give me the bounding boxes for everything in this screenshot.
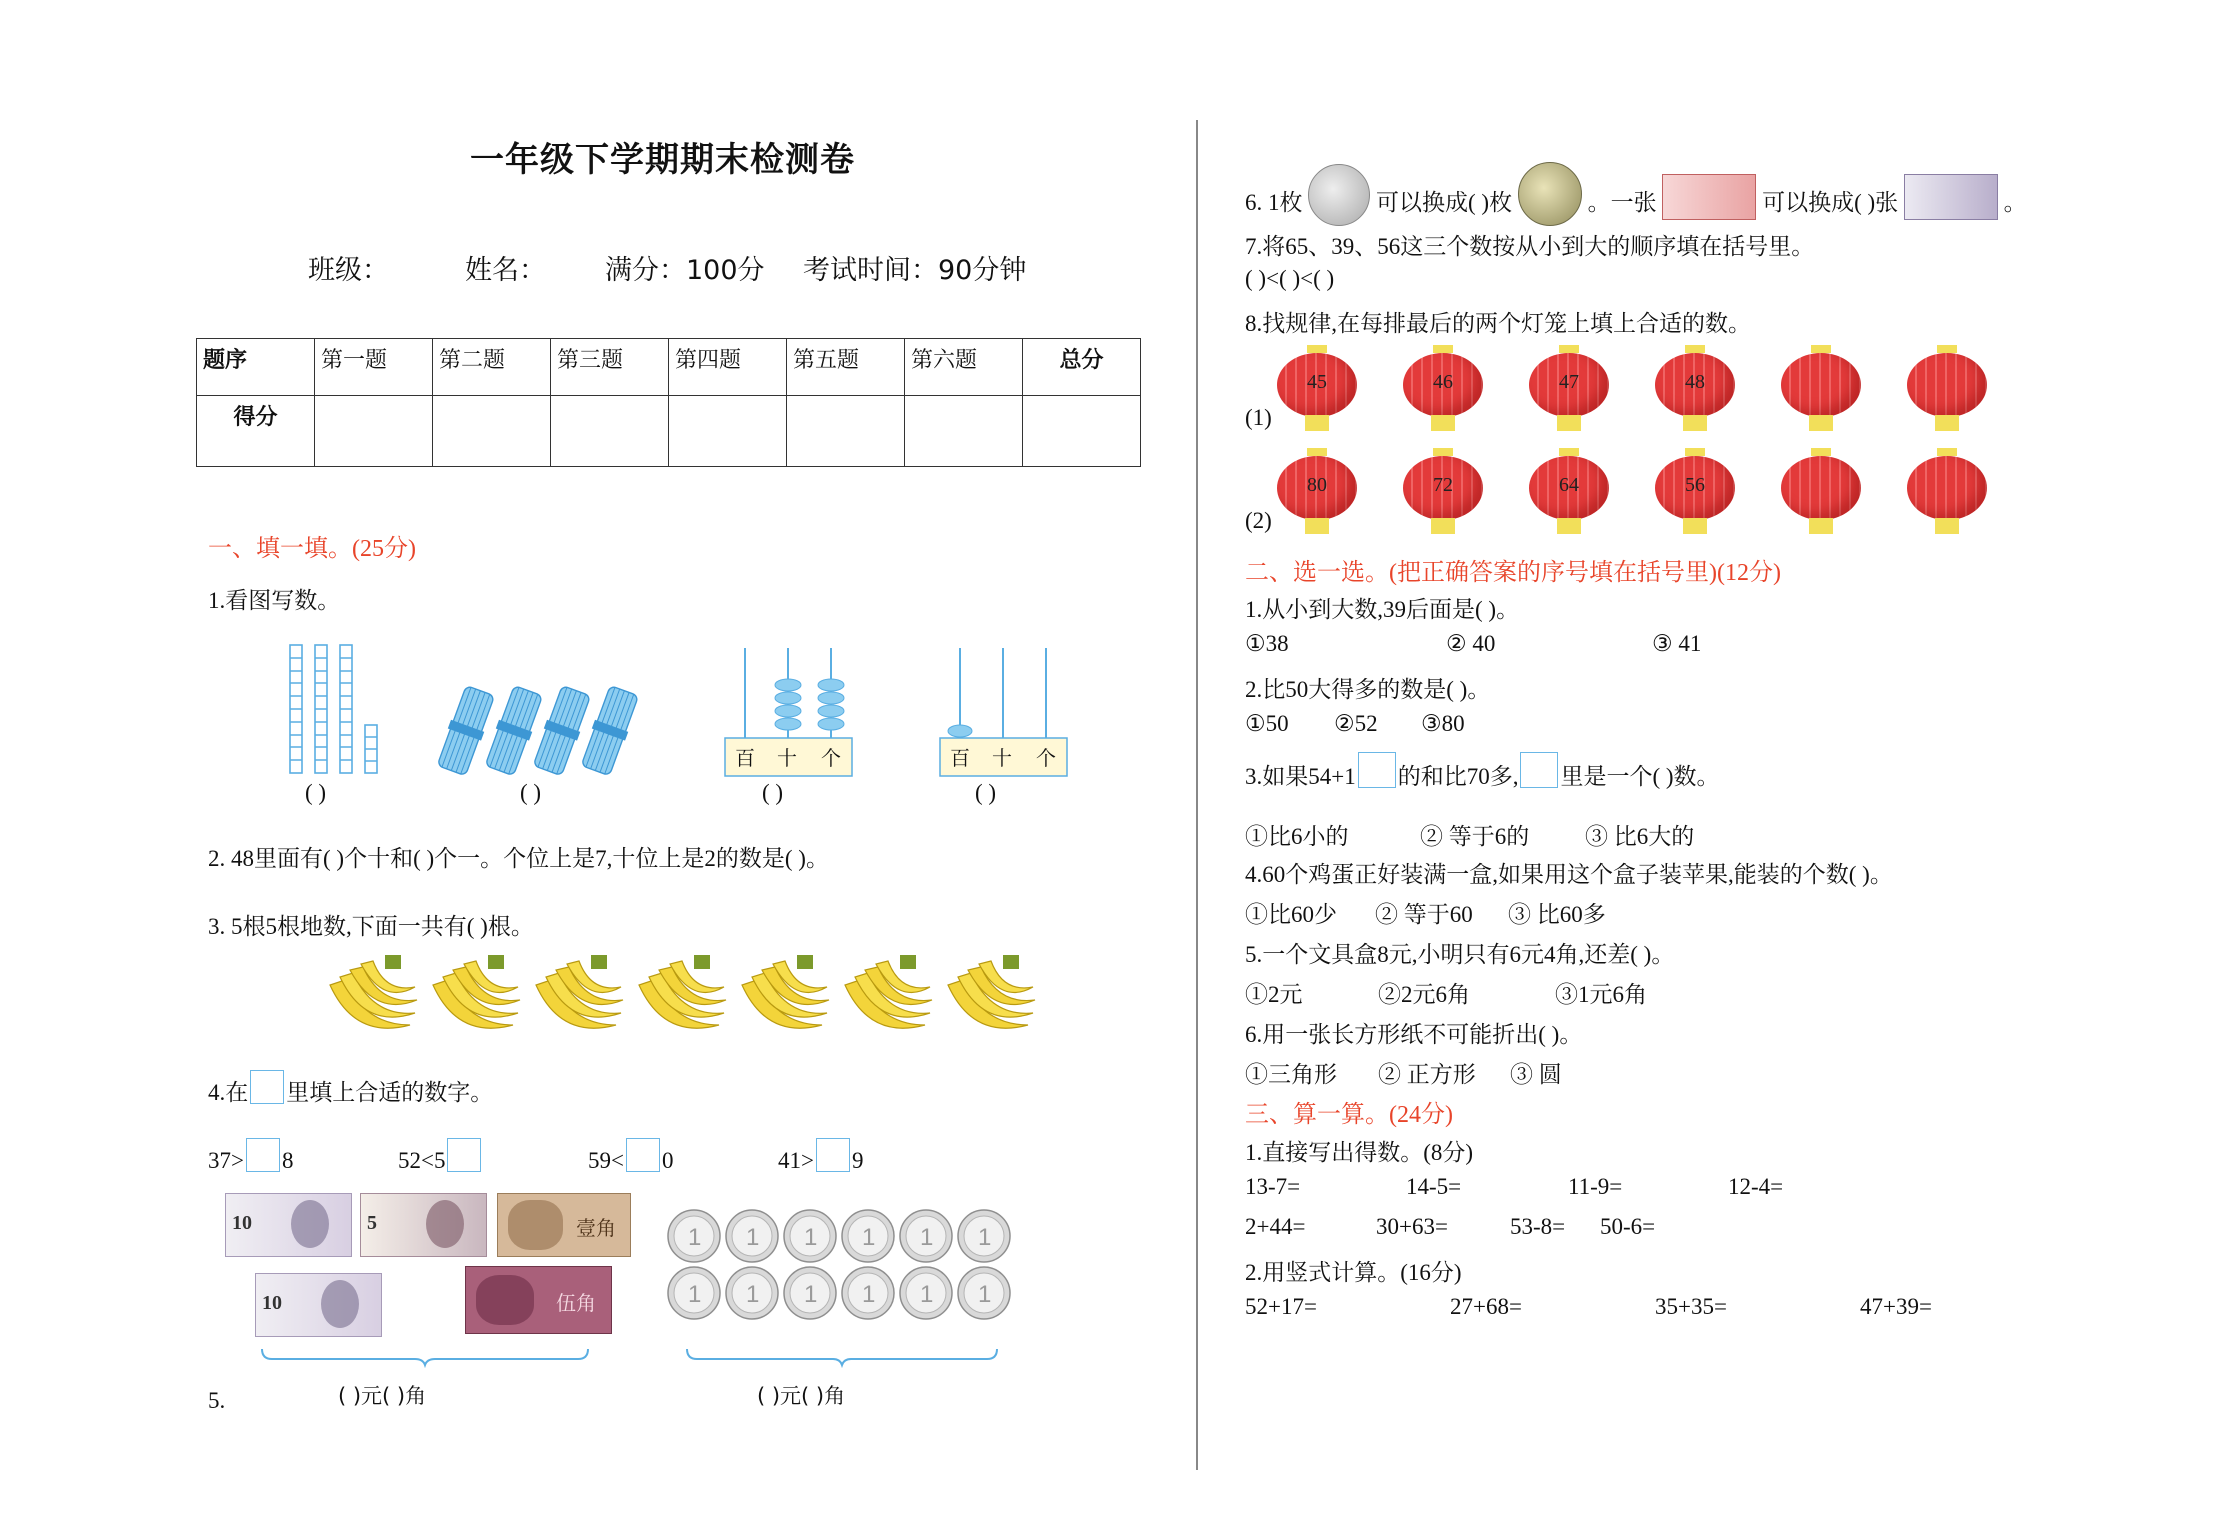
option[interactable]: ② 正方形 — [1378, 1062, 1476, 1087]
option[interactable]: ③ 圆 — [1510, 1062, 1562, 1087]
yuan-jiao-answer-left[interactable]: ( )元( )角 — [338, 1384, 427, 1408]
table-header: 题序 — [197, 339, 315, 396]
option[interactable]: ② 等于60 — [1375, 902, 1473, 927]
option[interactable]: ①比60少 — [1245, 902, 1337, 927]
lantern — [1401, 448, 1485, 534]
inequality-4 — [778, 1138, 863, 1174]
option[interactable]: ③1元6角 — [1555, 982, 1647, 1007]
lantern-number: 72 — [1433, 474, 1453, 496]
question-2-6: 6.用一张长方形纸不可能折出( )。 — [1245, 1022, 1583, 1047]
abacus-label: 百 — [950, 746, 970, 770]
abacus-label: 个 — [821, 746, 841, 770]
brace-left — [260, 1347, 590, 1367]
q3-text-b: 的和比70多, — [1397, 764, 1519, 789]
option[interactable]: ② 等于6的 — [1420, 824, 1530, 849]
lantern-row-1-label: (1) — [1245, 405, 1272, 430]
calc: 14-5= — [1406, 1174, 1462, 1199]
table-header: 第二题 — [433, 339, 551, 396]
lantern — [1527, 448, 1611, 534]
option[interactable]: ②2元6角 — [1378, 982, 1470, 1007]
score-cell[interactable] — [433, 396, 551, 467]
abacus-label: 个 — [1036, 746, 1056, 770]
section3-heading: 三、算一算。(24分) — [1245, 1102, 1453, 1128]
abacus-1 — [725, 648, 852, 776]
question-2-1: 1.从小到大数,39后面是( )。 — [1245, 597, 1520, 622]
lantern-number: 80 — [1307, 474, 1327, 496]
calc: 30+63= — [1376, 1214, 1448, 1239]
table-header: 第五题 — [787, 339, 905, 396]
q6-text-a: 6. 1枚 — [1245, 190, 1303, 215]
question-3-2: 2.用竖式计算。(16分) — [1245, 1260, 1462, 1285]
table-header: 第四题 — [669, 339, 787, 396]
lantern — [1653, 448, 1737, 534]
lantern-number: 47 — [1559, 371, 1579, 393]
banknote-5-jiao — [465, 1266, 612, 1334]
page-title: 一年级下学期期末检测卷 — [470, 140, 855, 180]
score-cell[interactable] — [1023, 396, 1141, 467]
option[interactable]: ③ 比6大的 — [1585, 824, 1695, 849]
banknote-1-jiao — [497, 1193, 631, 1257]
calc: 47+39= — [1860, 1294, 1932, 1319]
banknote-100-icon — [1662, 174, 1756, 220]
column-divider — [1196, 120, 1198, 1470]
question-1-7-answer[interactable]: ( )<( )<( ) — [1245, 266, 1335, 291]
ineq-pre: 37> — [208, 1148, 244, 1173]
full-score-label: 满分：100分 — [605, 255, 765, 286]
abacus-label: 百 — [735, 746, 755, 770]
answer-paren[interactable]: ( ) — [520, 780, 542, 805]
option[interactable]: ③ 41 — [1652, 631, 1702, 656]
question-1-1: 1.看图写数。 — [208, 588, 341, 613]
option[interactable]: ③ 比60多 — [1508, 902, 1606, 927]
question-2-2: 2.比50大得多的数是( )。 — [1245, 677, 1491, 702]
answer-box[interactable] — [250, 1070, 284, 1104]
section2-heading: 二、选一选。(把正确答案的序号填在括号里)(12分) — [1245, 560, 1781, 586]
option[interactable]: ①比6小的 — [1245, 824, 1349, 849]
calc: 2+44= — [1245, 1214, 1306, 1239]
question-1-8: 8.找规律,在每排最后的两个灯笼上填上合适的数。 — [1245, 311, 1751, 336]
cube-sticks-figure — [290, 645, 390, 775]
lantern — [1275, 345, 1359, 431]
banknote-10-yuan — [225, 1193, 352, 1257]
q6-text-d: 可以换成( )张 — [1762, 190, 1899, 215]
lantern[interactable] — [1779, 448, 1863, 534]
lantern[interactable] — [1905, 345, 1989, 431]
coins-figure — [668, 1210, 1018, 1320]
coin-1-yuan-icon — [1308, 164, 1370, 226]
answer-paren[interactable]: ( ) — [305, 780, 327, 805]
class-label: 班级： — [308, 255, 389, 286]
exam-time-label: 考试时间：90分钟 — [803, 255, 1027, 286]
answer-box[interactable] — [626, 1138, 660, 1172]
question-1-2: 2. 48里面有( )个十和( )个一。个位上是7,十位上是2的数是( )。 — [208, 846, 829, 871]
ineq-pre: 52<5 — [398, 1148, 446, 1173]
q6-text-e: 。 — [2003, 190, 2027, 215]
score-row-label: 得分 — [197, 396, 315, 467]
ineq-post: 0 — [661, 1148, 674, 1173]
score-cell[interactable] — [905, 396, 1023, 467]
ineq-pre: 41> — [778, 1148, 814, 1173]
option[interactable]: ②52 — [1334, 711, 1378, 736]
ineq-post: 9 — [851, 1148, 864, 1173]
question-2-4: 4.60个鸡蛋正好装满一盒,如果用这个盒子装苹果,能装的个数( )。 — [1245, 862, 1893, 887]
score-cell[interactable] — [669, 396, 787, 467]
lantern — [1653, 345, 1737, 431]
lantern — [1401, 345, 1485, 431]
note-value: 壹角 — [576, 1218, 616, 1240]
inequality-1 — [208, 1138, 293, 1174]
option[interactable]: ①38 — [1245, 631, 1289, 656]
banknotes-figure — [225, 1193, 635, 1338]
option[interactable]: ①50 — [1245, 711, 1289, 736]
abacus-label: 十 — [992, 746, 1012, 770]
calc: 35+35= — [1655, 1294, 1727, 1319]
section1-heading: 一、填一填。(25分) — [208, 536, 416, 562]
banknote-10-yuan-2 — [255, 1273, 382, 1337]
lantern-row-2-label: (2) — [1245, 508, 1272, 533]
abacus-label: 十 — [777, 746, 797, 770]
score-table — [196, 338, 1141, 467]
banknote-5-yuan — [360, 1193, 487, 1257]
lantern-number: 46 — [1433, 371, 1453, 393]
q4-text-a: 4.在 — [208, 1080, 249, 1105]
answer-box[interactable] — [246, 1138, 280, 1172]
answer-box[interactable] — [816, 1138, 850, 1172]
calc: 53-8= — [1510, 1214, 1566, 1239]
lantern-number: 45 — [1307, 371, 1327, 393]
calc: 13-7= — [1245, 1174, 1301, 1199]
brace-right — [685, 1347, 1000, 1367]
score-cell[interactable] — [551, 396, 669, 467]
note-value: 伍角 — [556, 1293, 596, 1315]
question-2-3 — [1245, 752, 1720, 791]
note-value: 10 — [262, 1292, 282, 1314]
answer-box[interactable] — [1520, 752, 1558, 788]
ineq-post: 8 — [281, 1148, 294, 1173]
question-2-5: 5.一个文具盒8元,小明只有6元4角,还差( )。 — [1245, 942, 1675, 967]
lantern — [1275, 448, 1359, 534]
answer-box[interactable] — [1358, 752, 1396, 788]
yuan-jiao-answer-right[interactable]: ( )元( )角 — [757, 1384, 846, 1408]
name-label: 姓名： — [465, 255, 546, 286]
calc: 11-9= — [1568, 1174, 1623, 1199]
table-header: 第六题 — [905, 339, 1023, 396]
question-1-3: 3. 5根5根地数,下面一共有( )根。 — [208, 914, 534, 939]
answer-box[interactable] — [447, 1138, 481, 1172]
calc: 27+68= — [1450, 1294, 1522, 1319]
note-value: 5 — [367, 1212, 377, 1234]
lantern[interactable] — [1905, 448, 1989, 534]
note-value: 10 — [232, 1212, 252, 1234]
table-header: 总分 — [1023, 339, 1141, 396]
option[interactable]: ② 40 — [1446, 631, 1496, 656]
table-header: 第三题 — [551, 339, 669, 396]
question-1-4 — [208, 1070, 493, 1107]
question-1-5: 5. — [208, 1388, 226, 1413]
q3-text-c: 里是一个( )数。 — [1560, 764, 1720, 789]
answer-paren[interactable]: ( ) — [762, 780, 784, 805]
score-cell[interactable] — [315, 396, 433, 467]
answer-paren[interactable]: ( ) — [975, 780, 997, 805]
calc: 12-4= — [1728, 1174, 1784, 1199]
stick-bundles-figure — [440, 688, 650, 783]
banknote-10-icon — [1904, 174, 1998, 220]
option[interactable]: ③80 — [1421, 711, 1465, 736]
ineq-pre: 59< — [588, 1148, 624, 1173]
question-1-7: 7.将65、39、56这三个数按从小到大的顺序填在括号里。 — [1245, 234, 1815, 259]
question-1-6 — [1245, 162, 2027, 226]
q6-text-c: 。一张 — [1587, 190, 1657, 215]
score-cell[interactable] — [787, 396, 905, 467]
lantern-number: 48 — [1685, 371, 1705, 393]
q4-text-b: 里填上合适的数字。 — [286, 1080, 494, 1105]
inequality-3 — [588, 1138, 673, 1174]
q6-text-b: 可以换成( )枚 — [1376, 190, 1513, 215]
lantern-number: 56 — [1685, 474, 1705, 496]
inequality-2 — [398, 1138, 483, 1174]
q3-text-a: 3.如果54+1 — [1245, 764, 1356, 789]
lantern-number: 64 — [1559, 474, 1579, 496]
option[interactable]: ①三角形 — [1245, 1062, 1337, 1087]
banana-bunches-figure — [325, 955, 1045, 1040]
option[interactable]: ①2元 — [1245, 982, 1303, 1007]
calc: 52+17= — [1245, 1294, 1317, 1319]
coin-5-jiao-icon — [1518, 162, 1582, 226]
question-3-1: 1.直接写出得数。(8分) — [1245, 1140, 1474, 1165]
abacus-2 — [940, 648, 1067, 776]
lantern — [1527, 345, 1611, 431]
table-header: 第一题 — [315, 339, 433, 396]
calc: 50-6= — [1600, 1214, 1656, 1239]
lantern[interactable] — [1779, 345, 1863, 431]
